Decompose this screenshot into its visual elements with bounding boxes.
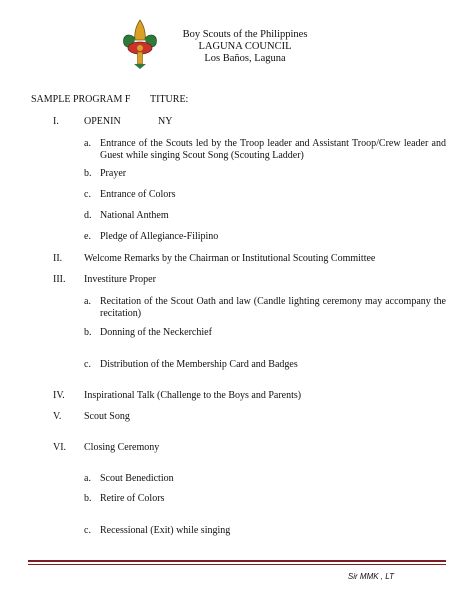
sub-item-number: a. <box>84 473 91 484</box>
sub-item-number: b. <box>84 493 92 504</box>
org-name: Boy Scouts of the Philippines <box>182 29 308 40</box>
item-number: II. <box>53 253 63 264</box>
item-number: V. <box>53 411 62 422</box>
item-label: Inspirational Talk (Challenge to the Boys and Parents) <box>84 390 302 401</box>
sub-item-number: a. <box>84 296 91 307</box>
sub-item-label: Recitation of the Scout Oath and law (Candle lighting ceremony may accompany the recitation) <box>100 296 446 320</box>
sub-item-label: Distribution of the Membership Card and Badges <box>100 359 298 370</box>
item-label: Closing Ceremony <box>84 442 160 453</box>
item-number: VI. <box>53 442 67 453</box>
item-label-end: NY <box>158 116 173 127</box>
item-label: Welcome Remarks by the Chairman or Institutional Scouting Committee <box>84 253 376 264</box>
council-name: LAGUNA COUNCIL <box>198 41 292 52</box>
sub-item-number: c. <box>84 525 91 536</box>
sub-item-number: a. <box>84 138 91 149</box>
item-label: Investiture Proper <box>84 274 156 285</box>
footer-rule <box>28 560 446 562</box>
item-label: Scout Song <box>84 411 130 422</box>
document-title-end: TITURE: <box>150 94 189 105</box>
sub-item-label: Prayer <box>100 168 127 179</box>
sub-item-label: Entrance of the Scouts led by the Troop leader and Assistant Troop/Crew leader and Guest while singing Scout Song (Scouting Ladder) <box>100 138 446 162</box>
footer-rule-thin <box>28 564 446 565</box>
sub-item-label: Retire of Colors <box>100 493 165 504</box>
sub-item-number: c. <box>84 359 91 370</box>
sub-item-label: Pledge of Allegiance-Filipino <box>100 231 219 242</box>
sub-item-number: d. <box>84 210 92 221</box>
item-number: I. <box>53 116 59 127</box>
item-number: III. <box>53 274 66 285</box>
sub-item-number: e. <box>84 231 91 242</box>
sub-item-label: National Anthem <box>100 210 169 221</box>
council-location: Los Baños, Laguna <box>204 53 286 64</box>
sub-item-number: b. <box>84 327 92 338</box>
sub-item-number: c. <box>84 189 91 200</box>
sub-item-label: Scout Benediction <box>100 473 174 484</box>
footer-author: Sir MMK , LT <box>347 572 394 581</box>
item-number: IV. <box>53 390 65 401</box>
sub-item-number: b. <box>84 168 92 179</box>
item-label: OPENIN <box>84 116 121 127</box>
document-title: SAMPLE PROGRAM F <box>31 94 131 105</box>
sub-item-label: Entrance of Colors <box>100 189 176 200</box>
sub-item-label: Donning of the Neckerchief <box>100 327 212 338</box>
sub-item-label: Recessional (Exit) while singing <box>100 525 231 536</box>
